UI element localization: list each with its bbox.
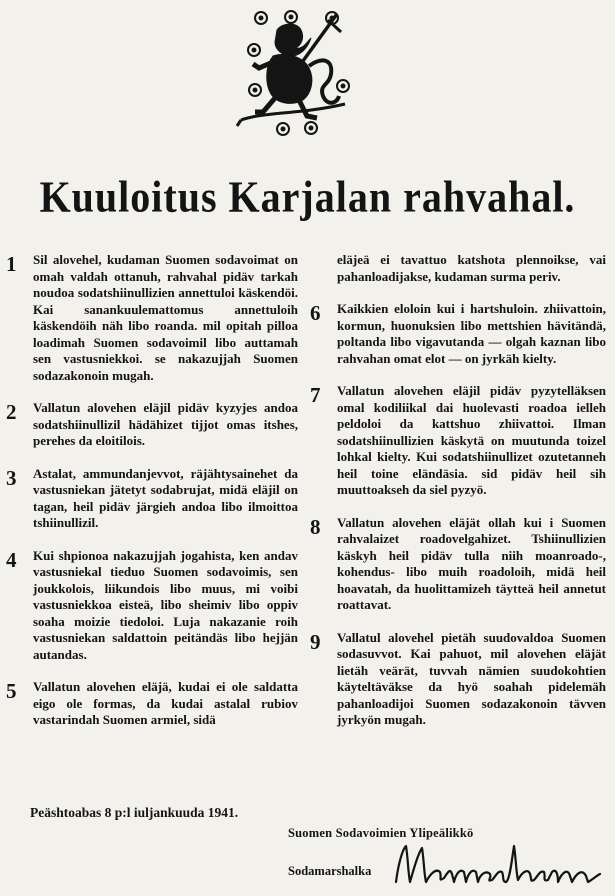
paragraph-8: [310, 515, 606, 614]
paragraph-number: 7: [310, 383, 321, 407]
paragraph-6: [310, 301, 606, 367]
signatory-rank: Sodamarshalka: [288, 864, 372, 878]
left-column: [6, 252, 298, 745]
issue-date: Peäshtoabas 8 p:l iuljankuuda 1941.: [30, 805, 239, 820]
paragraph-1: [6, 252, 298, 384]
paragraph-number: 9: [310, 629, 321, 654]
paragraph-text: Kaikkien eloloin kui i hartshuloin. zhiivattoin, kormun, huonuksien libo mettshien hävitändä, poltanda libo vigavutanda — olgah kaznan libo rahvahan omat elot — on jyrkäh kielty.: [337, 301, 606, 366]
paragraph-text: Kui shpionoa nakazujjah jogahista, ken andav vastusniekal tieduo Suomen sodavoimis, sen joukkolois, liikundois libo muus, mi voibi vastusniekkoa eisteä, libo sheimiv libo oppiv soaha moizie tiedoloi. Luja nakazanie roih vastusniekan saldattoin peitändäs libo hejjän autandas.: [33, 547, 298, 662]
coat-of-arms-icon: [233, 8, 363, 138]
paragraph-5: [6, 679, 298, 729]
paragraph-3: [6, 466, 298, 532]
paragraph-text: Sil alovehel, kudaman Suomen sodavoimat on omah valdah ottanuh, rahvahal pidäv tarkah noudoa sodatshiinullizien annettuloi käskendöi. Kai sanankuulemattomus annettuloih käskendöih näh libo roanda. mil opitah pilloa loadimah Suomen sodavoimil libo auttamah sen vastusniekkoi. se nakazujjah Suomen sodazakonoin mugah.: [33, 252, 298, 383]
paragraph-text: Vallatun alovehen eläjil pidäv pyzytelläksen omal kodiliikal dai huolevasti roadoa ielleh peldoloi da kattshuo zhiivattoi. Ilman sodatshiinullizien käskytä on muutunda toizel lohkal kielty. Kui sodatshiinullizet ozutetanneh heil toine eländäsia. sid pidäv heil sih muuttoakseh da siel pyzyö.: [337, 383, 606, 497]
paragraph-number: 3: [6, 465, 17, 490]
paragraph-number: 1: [6, 252, 17, 276]
rose-icon: [249, 84, 261, 96]
paragraph-text: Vallatul alovehel pietäh suudovaldoa Suomen sodasuvvot. Kai pahuot, mil alovehen eläjät lietäh veärät, tuvvah nämien suudokohtien käyteltäväkse da hyö soahah pidelemäh pahanloadijoi Suomen sodazakonoin tävven jyrkyön mugah.: [337, 629, 606, 727]
paragraph-5-continued: eläjeä ei tavattuo katshota plennoikse, vai pahanloadijakse, kudaman surma periv.: [337, 252, 606, 284]
signatory-title: Suomen Sodavoimien Ylipeälikkö: [288, 826, 474, 840]
rose-icon: [285, 11, 297, 23]
rose-icon: [337, 80, 349, 92]
paragraph-number: 6: [310, 301, 321, 325]
paragraph-number: 8: [310, 514, 321, 539]
paragraph-number: 5: [6, 679, 17, 703]
paragraph-text: Vallatun alovehen eläjät ollah kui i Suomen rahvalaizet roadovelgahizet. Tshiinullizien käskyh heil pidäv tulla niih moanroado-, kohendus- libo muih roadoloih, midä heil hoavatah, da huolittamizeh täytteä heil annetut roattavat.: [337, 514, 606, 612]
paragraph-9: [310, 630, 606, 729]
handwritten-signature: [392, 838, 602, 890]
paragraph-4: [6, 548, 298, 664]
paragraph-number: 4: [6, 547, 17, 572]
paragraph-7: [310, 383, 606, 499]
rose-icon: [255, 12, 267, 24]
rose-icon: [305, 122, 317, 134]
rose-icon: [277, 123, 289, 135]
proclamation-title: Kuuloitus Karjalan rahvahal.: [39, 171, 576, 222]
paragraph-text: Vallatun alovehen eläjil pidäv kyzyjes andoa sodatshiinullizil hädähizet tijjot omas itshes, perehes da eloitilois.: [33, 400, 298, 448]
rose-icon: [248, 44, 260, 56]
paragraph-text: Vallatun alovehen eläjä, kudai ei ole saldatta eigo ole formas, da kudai astalal rubiov vastarindah Suomen armiel, sidä: [33, 679, 298, 727]
paragraph-number: 2: [6, 400, 17, 424]
paragraph-text: Astalat, ammundanjevvot, räjähtysainehet da vastusniekan jätetyt sodabrujat, midä eläjil on tagan, heil pidäv järgieh andoa libo ilmoittoa tshiinullizil.: [33, 465, 298, 530]
right-column: [310, 252, 606, 745]
paragraph-2: [6, 400, 298, 450]
